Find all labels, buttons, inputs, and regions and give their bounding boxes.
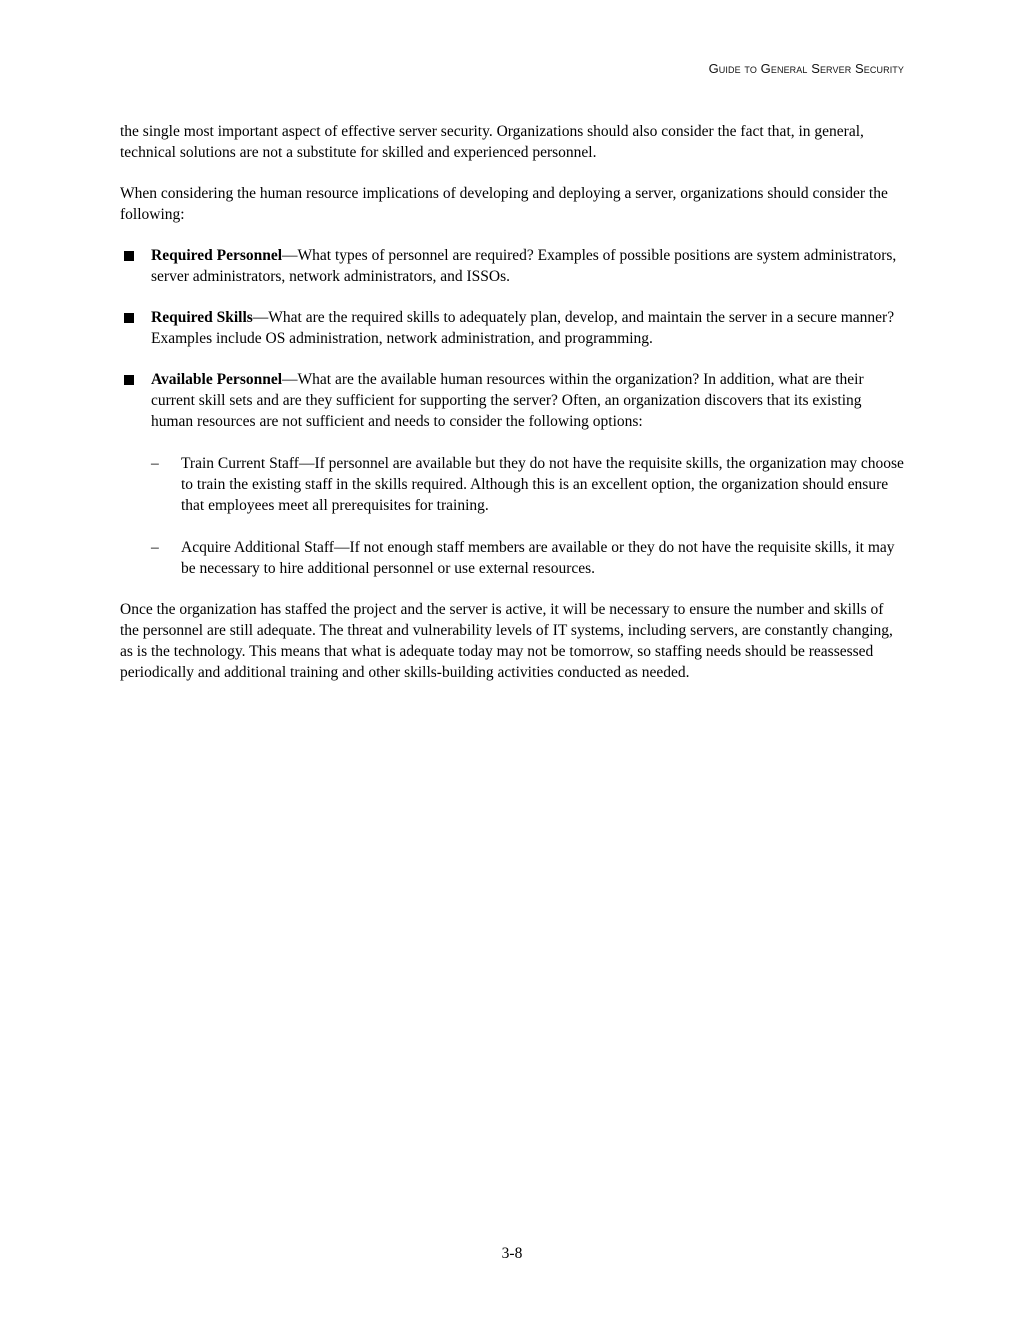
paragraph-intro: the single most important aspect of effective server security. Organizations should also consider the fact that, in general, technical solutions are not a substitute for skilled and experienced personnel. (120, 123, 864, 161)
list-item-required-personnel (120, 245, 906, 287)
paragraph-considerations: When considering the human resource implications of developing and deploying a server, organizations should consider the following: (120, 185, 888, 223)
bullet-term: Required Skills (151, 309, 253, 326)
square-bullet-icon (124, 375, 134, 385)
page-number: 3-8 (501, 1245, 523, 1262)
sub-item-text: Acquire Additional Staff—If not enough staff members are available or they do not have the requisite skills, it may be necessary to hire additional personnel or use external resources. (181, 539, 895, 577)
list-item-required-skills (120, 307, 906, 349)
dash-bullet-icon: – (151, 455, 159, 472)
running-header: Guide to General Server Security (708, 61, 904, 76)
list-item-train-current-staff (151, 453, 906, 516)
staffing-options-list (151, 453, 906, 579)
bullet-text: —What are the required skills to adequately plan, develop, and maintain the server in a secure manner? Examples include OS administration, network administration, and programming. (151, 309, 895, 347)
list-item-available-personnel (120, 369, 906, 579)
page-content (120, 121, 906, 703)
square-bullet-icon (124, 251, 134, 261)
bullet-term: Available Personnel (151, 371, 283, 388)
considerations-list (120, 245, 906, 579)
bullet-term: Required Personnel (151, 247, 283, 264)
sub-item-text: Train Current Staff—If personnel are available but they do not have the requisite skills, the organization may choose to train the existing staff in the skills required. Although this is an excellent option, the organization should ensure that employees meet all prerequisites for training. (181, 455, 904, 514)
square-bullet-icon (124, 313, 134, 323)
paragraph-reassessment: Once the organization has staffed the project and the server is active, it will be necessary to ensure the number and skills of the personnel are still adequate. The threat and vulnerability levels of IT systems, including servers, are constantly changing, as is the technology. This means that what is adequate today may not be tomorrow, so staffing needs should be reassessed periodically and additional training and other skills-building activities conducted as needed. (120, 601, 893, 681)
bullet-text: —What are the available human resources within the organization? In addition, what are their current skill sets and are they sufficient for supporting the server? Often, an organization discovers that its existing human resources are not sufficient and needs to consider the following options: (151, 371, 864, 430)
dash-bullet-icon: – (151, 539, 159, 556)
bullet-text: —What types of personnel are required? Examples of possible positions are system administrators, server administrators, network administrators, and ISSOs. (151, 247, 897, 285)
list-item-acquire-additional-staff (151, 537, 906, 579)
